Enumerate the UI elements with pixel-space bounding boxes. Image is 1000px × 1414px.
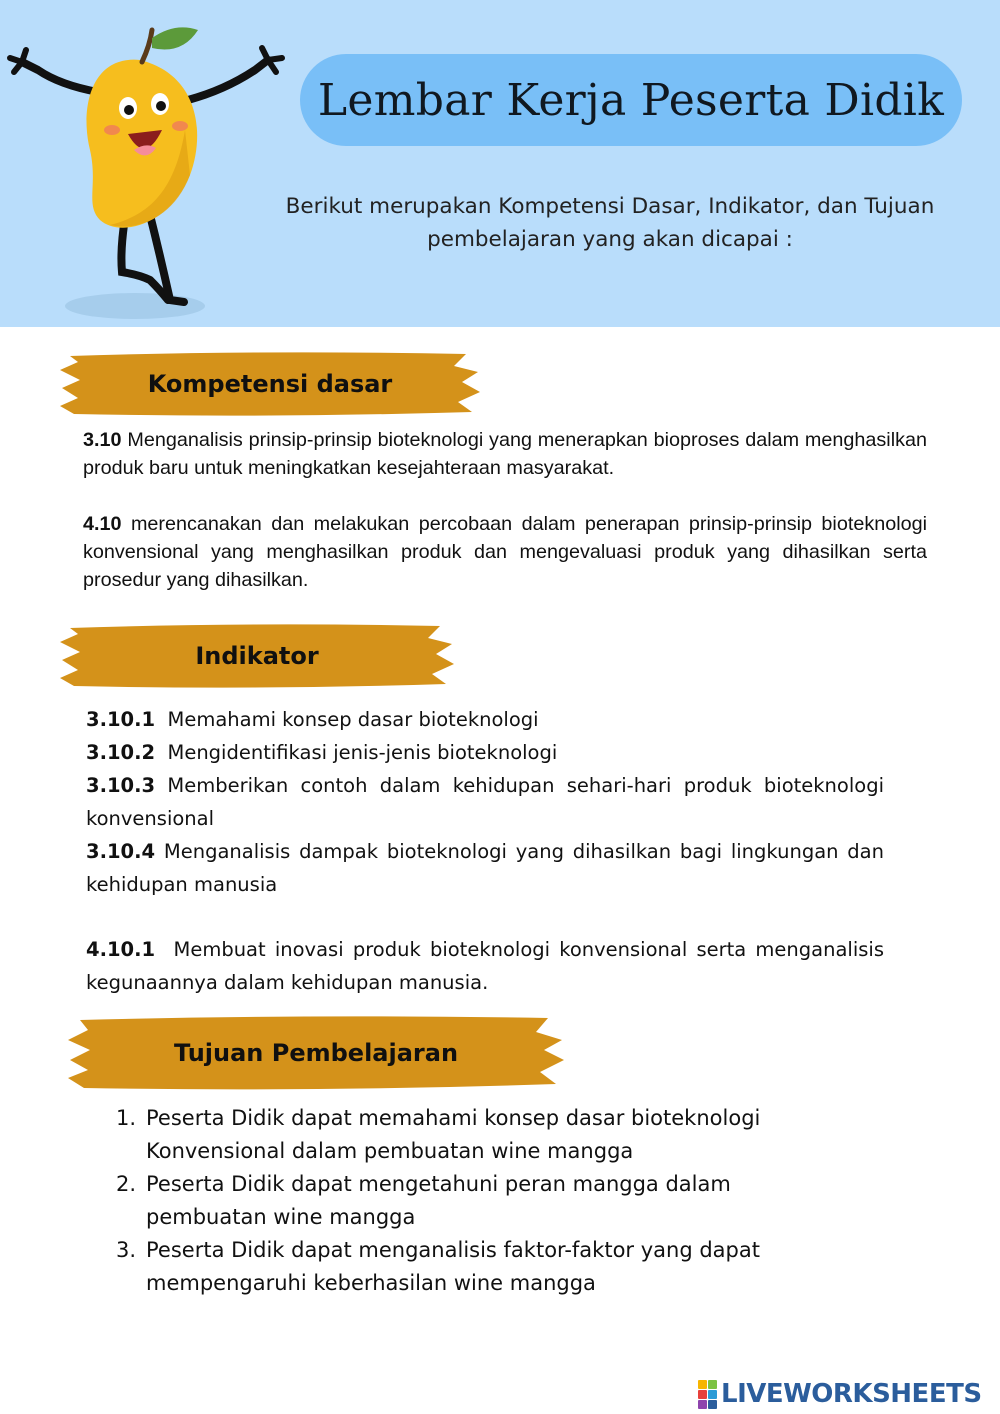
indikator-code: 3.10.4 xyxy=(86,840,156,863)
indikator-code: 3.10.2 xyxy=(86,741,156,764)
intro-text: Berikut merupakan Kompetensi Dasar, Indikator, dan Tujuan pembelajaran yang akan dicapai : xyxy=(285,194,935,252)
tujuan-list xyxy=(116,1102,776,1300)
indikator-banner xyxy=(58,622,456,690)
liveworksheets-logo[interactable] xyxy=(698,1378,982,1410)
indikator-text: Mengidentifikasi jenis-jenis bioteknologi xyxy=(167,741,558,764)
list-item xyxy=(86,703,884,736)
logo-text: LIVEWORKSHEETS xyxy=(721,1379,982,1409)
tujuan-heading: Tujuan Pembelajaran xyxy=(173,1039,459,1067)
logo-grid-icon xyxy=(698,1380,717,1409)
list-item xyxy=(86,736,884,769)
tujuan-text: Peserta Didik dapat memahami konsep dasar bioteknologi Konvensional dalam pembuatan wine mangga xyxy=(146,1106,761,1163)
list-item xyxy=(116,1234,776,1300)
kd-code: 3.10 xyxy=(83,429,122,451)
page-title: Lembar Kerja Peserta Didik xyxy=(317,74,945,126)
list-number: 3. xyxy=(116,1238,137,1262)
indikator-text: Memberikan contoh dalam kehidupan sehari-hari produk bioteknologi konvensional xyxy=(86,774,884,830)
kd-item-1 xyxy=(83,426,927,482)
indikator-list xyxy=(86,703,884,999)
kompetensi-banner xyxy=(58,350,482,418)
indikator-text: Membuat inovasi produk bioteknologi konvensional serta menganalisis kegunaannya dalam kehidupan manusia. xyxy=(86,938,884,994)
list-number: 1. xyxy=(116,1106,137,1130)
kd-text: Menganalisis prinsip-prinsip bioteknologi yang menerapkan bioproses dalam menghasilkan produk baru untuk meningkatkan kesejahteraan masyarakat. xyxy=(83,429,927,479)
list-number: 2. xyxy=(116,1172,137,1196)
kompetensi-heading: Kompetensi dasar xyxy=(147,370,393,398)
indikator-code: 3.10.1 xyxy=(86,708,156,731)
kd-item-2 xyxy=(83,510,927,594)
kd-text: merencanakan dan melakukan percobaan dalam penerapan prinsip-prinsip bioteknologi konvensional yang menghasilkan produk dan mengevaluasi produk yang dihasilkan serta prosedur yang dihasilkan. xyxy=(83,513,928,591)
mango-mascot-icon xyxy=(0,0,300,327)
indikator-code: 4.10.1 xyxy=(86,938,156,961)
indikator-text: Menganalisis dampak bioteknologi yang dihasilkan bagi lingkungan dan kehidupan manusia xyxy=(86,840,884,896)
list-item xyxy=(86,769,884,835)
list-item xyxy=(116,1102,776,1168)
tujuan-text: Peserta Didik dapat mengetahuni peran mangga dalam pembuatan wine mangga xyxy=(146,1172,731,1229)
kd-code: 4.10 xyxy=(83,513,122,535)
list-item xyxy=(86,933,884,999)
title-pill xyxy=(300,54,962,146)
indikator-text: Memahami konsep dasar bioteknologi xyxy=(167,708,539,731)
indikator-code: 3.10.3 xyxy=(86,774,156,797)
indikator-heading: Indikator xyxy=(195,642,319,670)
list-item xyxy=(116,1168,776,1234)
tujuan-text: Peserta Didik dapat menganalisis faktor-faktor yang dapat mempengaruhi keberhasilan wine mangga xyxy=(146,1238,760,1295)
header-band xyxy=(0,0,1000,327)
list-item xyxy=(86,835,884,901)
spacer xyxy=(86,901,884,933)
tujuan-banner xyxy=(66,1014,566,1092)
